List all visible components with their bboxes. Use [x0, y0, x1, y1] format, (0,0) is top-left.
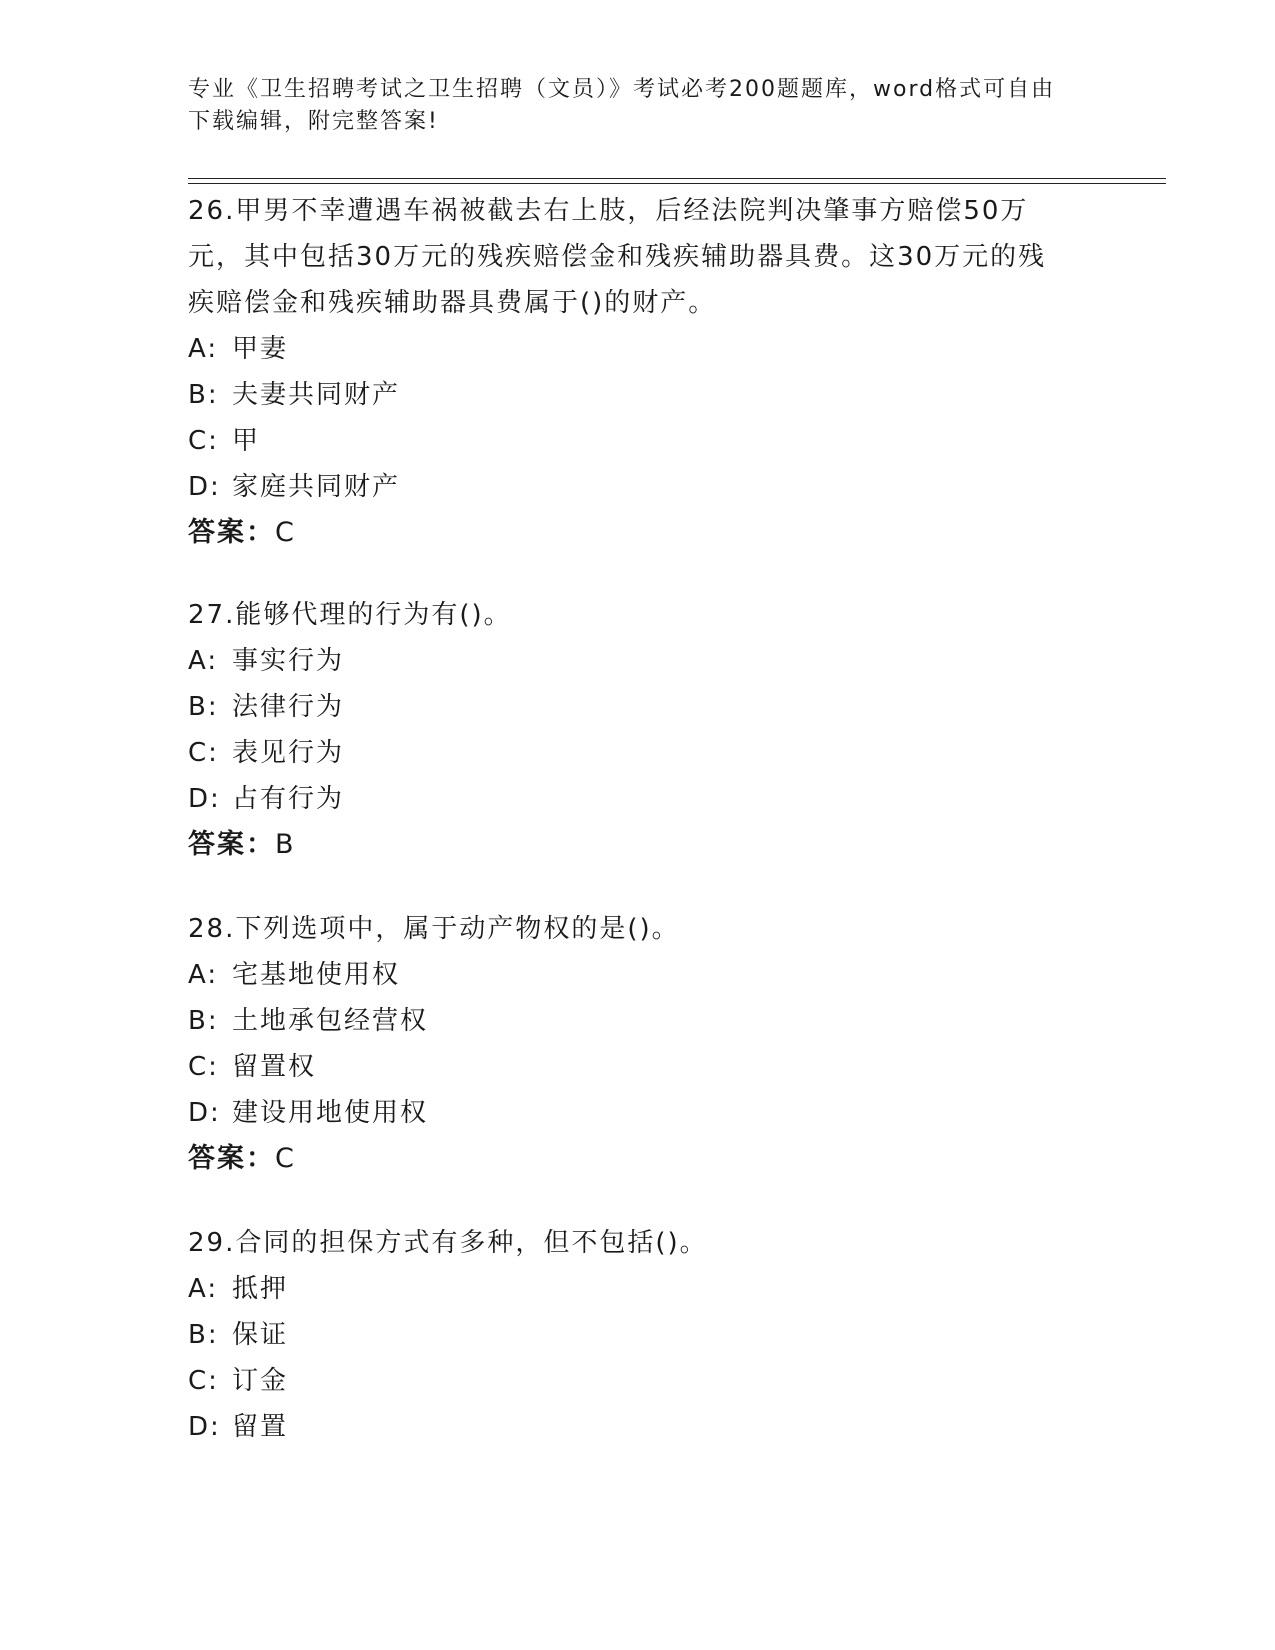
- question-27: [188, 592, 1068, 868]
- option-a: A: 宅基地使用权: [188, 960, 401, 990]
- option-c: C: 留置权: [188, 1052, 317, 1082]
- question-28: [188, 906, 1068, 1182]
- answer-line: 答案：B: [188, 829, 296, 860]
- question-29: [188, 1220, 1068, 1450]
- option-d: D: 建设用地使用权: [188, 1098, 429, 1128]
- answer-value: C: [275, 517, 296, 548]
- option-b: B: 夫妻共同财产: [188, 380, 401, 410]
- option-b: B: 法律行为: [188, 692, 345, 722]
- option-a: A: 甲妻: [188, 334, 289, 364]
- option-c: C: 甲: [188, 426, 261, 456]
- answer-line: 答案：C: [188, 517, 296, 548]
- header-divider-top: [188, 178, 1166, 179]
- answer-line: 答案：C: [188, 1143, 296, 1174]
- option-d: D: 留置: [188, 1412, 289, 1442]
- document-header: 专业《卫生招聘考试之卫生招聘（文员）》考试必考200题题库，word格式可自由下载编辑，附完整答案!: [188, 77, 1056, 134]
- option-d: D: 占有行为: [188, 784, 345, 814]
- question-stem: 27.能够代理的行为有()。: [188, 600, 512, 630]
- answer-value: B: [275, 829, 296, 860]
- option-c: C: 表见行为: [188, 738, 345, 768]
- question-26: [188, 188, 1068, 556]
- option-b: B: 保证: [188, 1320, 289, 1350]
- option-a: A: 抵押: [188, 1274, 289, 1304]
- option-c: C: 订金: [188, 1366, 289, 1396]
- header-divider-bottom: [188, 183, 1166, 184]
- question-stem: 28.下列选项中，属于动产物权的是()。: [188, 914, 680, 944]
- option-d: D: 家庭共同财产: [188, 472, 401, 502]
- option-b: B: 土地承包经营权: [188, 1006, 429, 1036]
- question-stem: 26.甲男不幸遭遇车祸被截去右上肢，后经法院判决肇事方赔偿50万元，其中包括30万元的残疾赔偿金和残疾辅助器具费。这30万元的残疾赔偿金和残疾辅助器具费属于()的财产。: [188, 196, 1047, 318]
- answer-value: C: [275, 1143, 296, 1174]
- option-a: A: 事实行为: [188, 646, 345, 676]
- question-stem: 29.合同的担保方式有多种，但不包括()。: [188, 1228, 708, 1258]
